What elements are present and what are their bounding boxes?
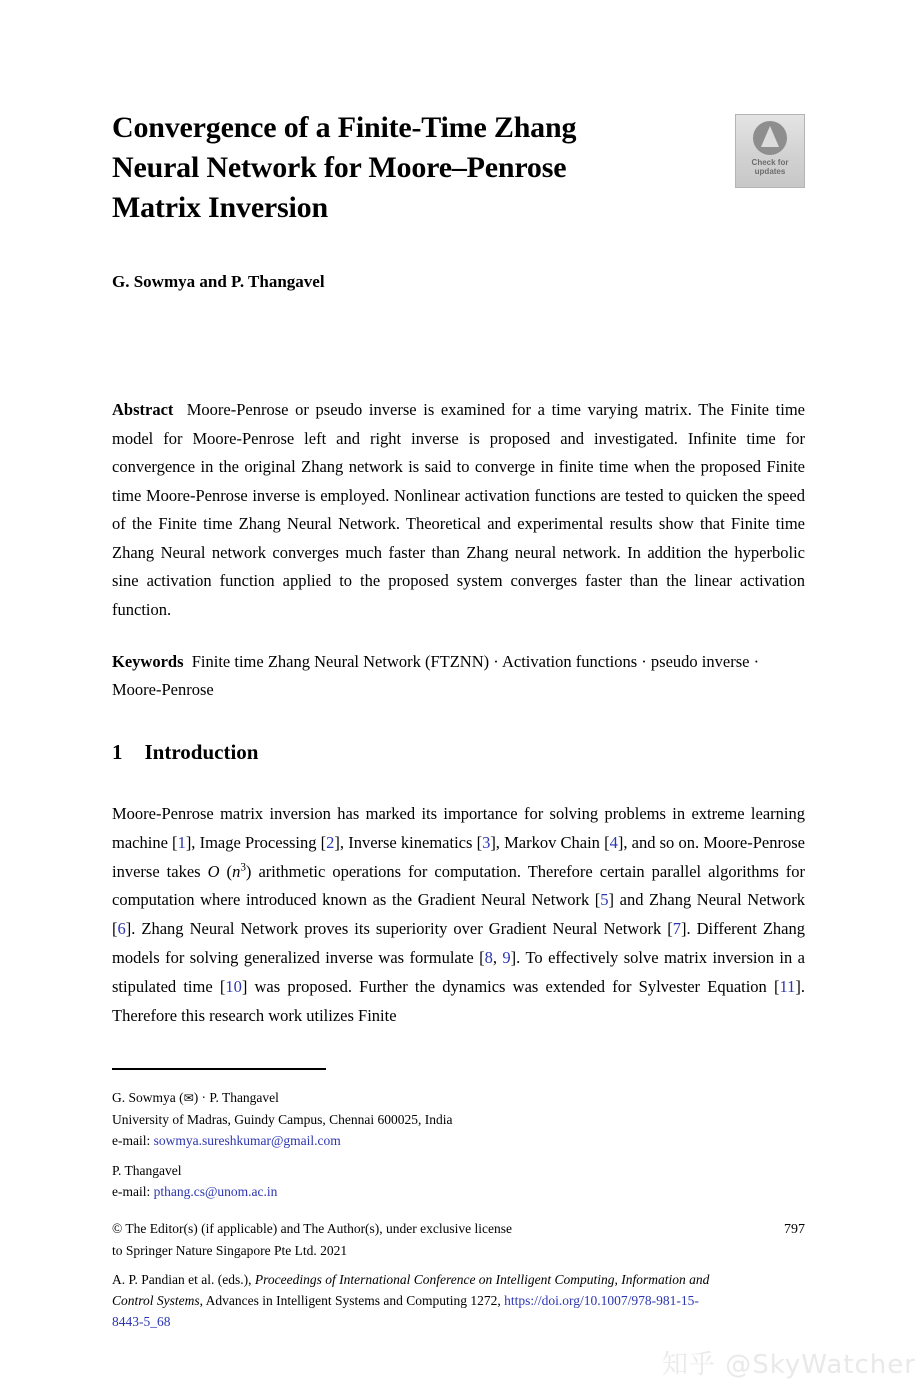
intro-seg-1: Moore-Penrose matrix inversion has marked its importance for solving problems in extreme learning machine [ [112,804,805,852]
citation-ref-7[interactable]: 7 [672,919,681,939]
footnote-author-1-names [112,1087,732,1109]
citation-ref-2[interactable]: 2 [326,832,335,852]
math-paren-open: ( [219,861,233,881]
citation-ref-4[interactable]: 4 [609,832,618,852]
intro-seg-11: ]. To effectively solve matrix inversion in a stipulated time [ [112,947,806,996]
citation-ref-5[interactable]: 5 [600,890,609,910]
introduction-paragraph [112,800,805,1030]
math-paren-close: ) [245,861,252,881]
intro-seg-13: ]. Therefore this research work utilizes Finite [112,976,805,1025]
doi-link[interactable]: https://doi.org/10.1007/978-981-15-8443-5_68 [112,1293,699,1329]
footnote-author-1-name: G. Sowmya ( [112,1090,184,1105]
citation-proceedings-title: Proceedings of International Conference on Intelligent Computing, Information and Control Systems [112,1272,710,1308]
section-title: Introduction [144,740,259,764]
footnote-affiliation-1: University of Madras, Guindy Campus, Chennai 600025, India [112,1112,453,1127]
intro-seg-4: ], Markov Chain [ [490,832,610,852]
email-link-1[interactable]: sowmya.sureshkumar@gmail.com [153,1133,341,1148]
footnote-author-1 [112,1087,732,1151]
title-line-1: Convergence of a Finite-Time Zhang [112,111,577,144]
citation-editors: A. P. Pandian et al. (eds.), [112,1272,255,1287]
intro-seg-10: , [492,947,503,967]
footnote-separator-rule [112,1068,326,1070]
copyright-line-1-row [112,1218,805,1240]
intro-seg-3: ], Inverse kinematics [ [334,832,483,852]
title-line-3: Matrix Inversion [112,191,328,224]
citation-ref-11[interactable]: 11 [779,976,796,996]
email-label-1: e-mail: [112,1133,154,1148]
keyword-separator-2: · [641,652,647,671]
math-exponent: 3 [240,861,246,874]
badge-label [752,158,789,176]
intro-seg-12: ] was proposed. Further the dynamics was extended for Sylvester Equation [ [241,976,780,996]
keyword-separator-3: · [753,652,760,671]
footnote-author-1-coauthor: ) · P. Thangavel [193,1090,279,1105]
citation-ref-10[interactable]: 10 [225,976,242,996]
intro-seg-6: arithmetic operations for computation. Therefore certain parallel algorithms for computation where introduced known as the Gradient Neural Network [ [112,861,806,910]
crossmark-circle-icon [753,121,787,155]
citation-block [112,1269,712,1332]
abstract-section [112,396,805,624]
author-byline: G. Sowmya and P. Thangavel [112,272,325,291]
page-title [112,108,672,228]
intro-seg-8: ]. Zhang Neural Network proves its superiority over Gradient Neural Network [ [125,919,673,939]
title-block [112,108,812,228]
email-label-2: e-mail: [112,1184,154,1199]
page-number: 797 [784,1222,805,1237]
citation-ref-9[interactable]: 9 [502,947,511,967]
badge-label-line-2: updates [754,167,786,176]
citation-ref-8[interactable]: 8 [484,947,493,967]
math-symbol-O: O [207,861,220,881]
keyword-item-2: Activation functions [501,652,638,671]
zhihu-watermark: 知乎 @SkyWatcher [662,1350,916,1380]
title-line-2: Neural Network for Moore–Penrose [112,151,567,184]
footnote-email-row-1 [112,1130,732,1151]
footnote-author-2-name: P. Thangavel [112,1163,182,1178]
keyword-item-3: pseudo inverse [650,652,750,671]
footnote-author-2 [112,1160,732,1202]
section-heading-introduction [112,740,258,765]
citation-ref-1[interactable]: 1 [177,832,186,852]
citation-series: , Advances in Intelligent Systems and Computing 1272, [199,1293,505,1308]
citation-ref-3[interactable]: 3 [482,832,491,852]
intro-seg-2: ], Image Processing [ [185,832,327,852]
keyword-separator-1: · [493,652,499,671]
citation-ref-6[interactable]: 6 [117,919,126,939]
email-link-2[interactable]: pthang.cs@unom.ac.in [153,1184,278,1199]
keywords-section [112,648,805,704]
copyright-block [112,1218,805,1332]
abstract-label: Abstract [112,400,174,419]
keyword-item-1: Finite time Zhang Neural Network (FTZNN) [191,652,490,671]
keywords-label: Keywords [112,652,184,671]
intro-seg-9: ]. Different Zhang models for solving generalized inverse was formulate [ [112,919,805,967]
intro-seg-5: ], and so on. Moore-Penrose inverse takes [112,832,805,881]
math-symbol-n: n [232,861,241,881]
abstract-text: Moore-Penrose or pseudo inverse is examined for a time varying matrix. The Finite time model for Moore-Penrose left and right inverse is proposed and investigated. Infinite time for convergence in the original Zhang network is said to converge in finite time when the proposed Finite time Moore-Penrose inverse is employed. Nonlinear activation functions are tested to quicken the speed of the Finite time Zhang Neural Network. Theoretical and experimental results show that Finite time Zhang Neural network converges much faster than Zhang neural network. In addition the hyperbolic sine activation function applied to the proposed system converges faster than the linear activation function. [112,400,805,619]
copyright-line-1: © The Editor(s) (if applicable) and The Author(s), under exclusive license [112,1221,513,1236]
intro-seg-7: ] and Zhang Neural Network [ [112,890,805,939]
copyright-line-2: to Springer Nature Singapore Pte Ltd. 2021 [112,1243,348,1258]
section-number: 1 [112,740,123,764]
keyword-item-4: Moore-Penrose [112,680,214,699]
check-for-updates-badge[interactable] [735,114,805,188]
footnote-email-row-2 [112,1181,732,1202]
badge-label-line-1: Check for [751,158,789,167]
envelope-icon: ✉ [183,1091,194,1105]
